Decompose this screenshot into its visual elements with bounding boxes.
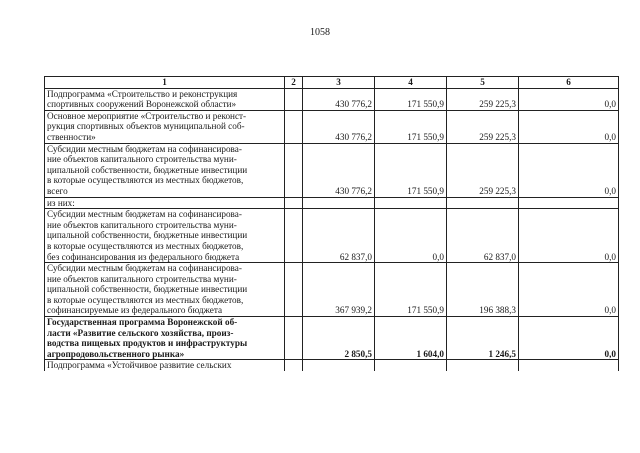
page-number: 1058 (310, 27, 330, 38)
row-col-5 (447, 197, 519, 209)
table-row (45, 209, 619, 263)
row-col-5: 62 837,0 (447, 209, 519, 263)
row-col-3: 430 776,2 (303, 143, 375, 197)
row-col-3: 430 776,2 (303, 88, 375, 110)
table-row (45, 110, 619, 143)
row-col-2 (285, 317, 303, 360)
row-col-6 (519, 360, 619, 371)
row-col-3: 430 776,2 (303, 110, 375, 143)
column-header-1: 1 (45, 77, 285, 89)
row-col-6: 0,0 (519, 110, 619, 143)
budget-table (44, 76, 619, 371)
row-name: Субсидии местным бюджетам на софинансирова- ние объектов капитального строительства муни- ципальной собственности, бюджетные инвестиции в которые осуществляются из местных бюджетов, всего (45, 143, 285, 197)
row-col-4: 171 550,9 (375, 143, 447, 197)
row-col-4: 171 550,9 (375, 88, 447, 110)
row-col-2 (285, 143, 303, 197)
row-col-6: 0,0 (519, 143, 619, 197)
row-name: Основное мероприятие «Строительство и реконст- рукция спортивных объектов муниципальной соб- ственности» (45, 110, 285, 143)
row-col-3 (303, 360, 375, 371)
row-col-5: 1 246,5 (447, 317, 519, 360)
row-col-4: 171 550,9 (375, 263, 447, 317)
table-row (45, 317, 619, 360)
row-col-6: 0,0 (519, 209, 619, 263)
table-row (45, 197, 619, 209)
table-row (45, 88, 619, 110)
table-row (45, 263, 619, 317)
row-col-6: 0,0 (519, 317, 619, 360)
row-col-5: 196 388,3 (447, 263, 519, 317)
row-col-4 (375, 197, 447, 209)
column-header-3: 3 (303, 77, 375, 89)
row-name: Подпрограмма «Устойчивое развитие сельских (45, 360, 285, 371)
row-name: Субсидии местным бюджетам на софинансирова- ние объектов капитального строительства муни- ципальной собственности, бюджетные инвестиции в которые осуществляются из местных бюджетов, софинансируемые из федерального бюджета (45, 263, 285, 317)
column-header-2: 2 (285, 77, 303, 89)
row-col-6: 0,0 (519, 88, 619, 110)
row-col-2 (285, 197, 303, 209)
column-header-4: 4 (375, 77, 447, 89)
row-col-2 (285, 263, 303, 317)
row-col-3 (303, 197, 375, 209)
row-col-5: 259 225,3 (447, 110, 519, 143)
row-col-4: 0,0 (375, 209, 447, 263)
row-name: Государственная программа Воронежской об- ласти «Развитие сельского хозяйства, произ- водства пищевых продуктов и инфраструктуры агропродовольственного рынка» (45, 317, 285, 360)
row-col-6: 0,0 (519, 263, 619, 317)
row-col-3: 62 837,0 (303, 209, 375, 263)
row-col-6 (519, 197, 619, 209)
row-name: Подпрограмма «Строительство и реконструкция спортивных сооружений Воронежской области» (45, 88, 285, 110)
row-col-4: 171 550,9 (375, 110, 447, 143)
table-row (45, 143, 619, 197)
row-col-4 (375, 360, 447, 371)
table-row (45, 360, 619, 371)
row-col-2 (285, 88, 303, 110)
row-col-5: 259 225,3 (447, 88, 519, 110)
row-col-5 (447, 360, 519, 371)
row-col-3: 2 850,5 (303, 317, 375, 360)
row-col-4: 1 604,0 (375, 317, 447, 360)
row-col-2 (285, 110, 303, 143)
table-header-row (45, 77, 619, 89)
row-col-2 (285, 360, 303, 371)
column-header-6: 6 (519, 77, 619, 89)
row-name: Субсидии местным бюджетам на софинансирова- ние объектов капитального строительства муни- ципальной собственности, бюджетные инвестиции в которые осуществляются из местных бюджетов, без софинансирования из федерального бюджета (45, 209, 285, 263)
row-col-2 (285, 209, 303, 263)
row-name: из них: (45, 197, 285, 209)
row-col-5: 259 225,3 (447, 143, 519, 197)
row-col-3: 367 939,2 (303, 263, 375, 317)
column-header-5: 5 (447, 77, 519, 89)
